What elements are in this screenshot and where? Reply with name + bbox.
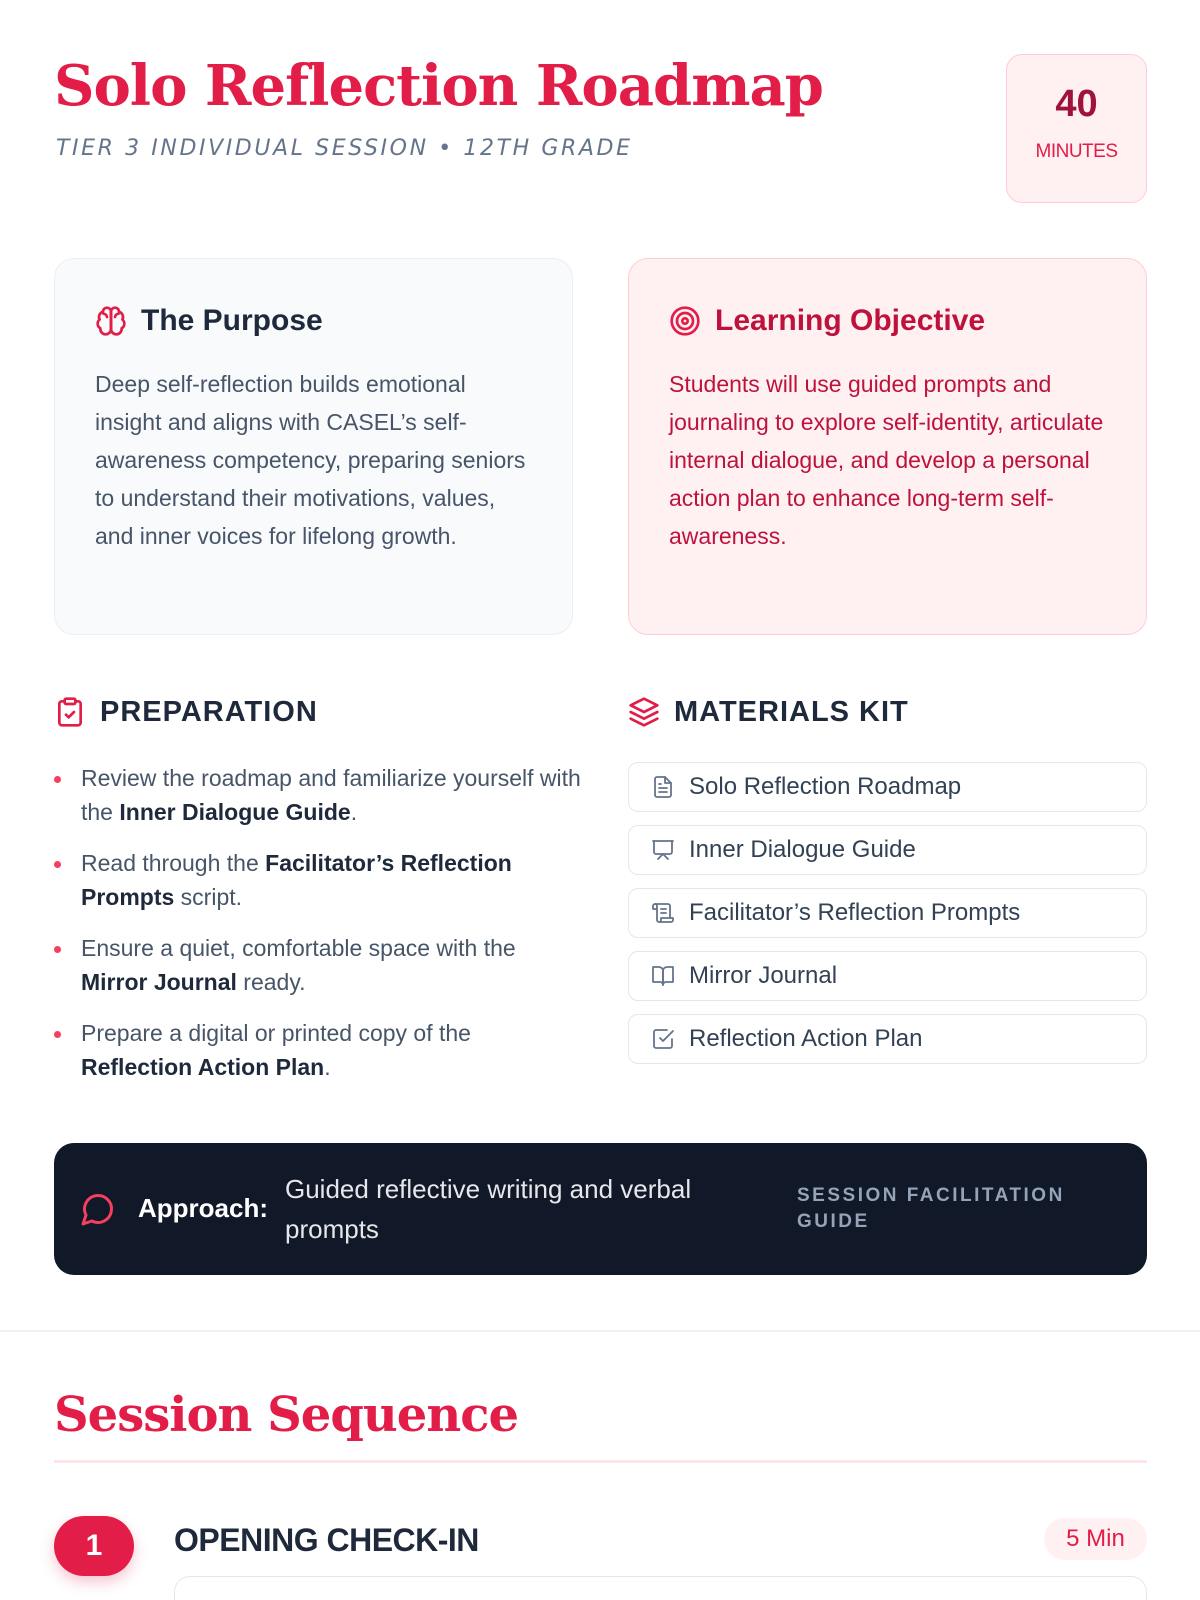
- item-text: Read through the: [81, 850, 266, 876]
- material-label: Reflection Action Plan: [689, 1025, 923, 1052]
- material-label: Inner Dialogue Guide: [689, 836, 916, 863]
- file-text-icon: [651, 775, 675, 799]
- purpose-card: [54, 258, 573, 635]
- purpose-text: Deep self-reflection builds emotional insight and aligns with CASEL’s self-awareness competency, preparing seniors to understand their motivations, values, and inner voices for lifelong growth.: [95, 371, 526, 549]
- objective-header: [669, 301, 1108, 341]
- purpose-header: [95, 301, 534, 341]
- item-text: Ensure a quiet, comfortable space with the: [81, 935, 516, 961]
- step-card: [174, 1576, 1147, 1600]
- list-item: [54, 846, 584, 914]
- page-subtitle: TIER 3 INDIVIDUAL SESSION • 12TH GRADE: [56, 136, 633, 161]
- objective-title: Learning Objective: [715, 304, 986, 337]
- item-emphasis: Facilitator’s Reflection Prompts: [81, 850, 512, 910]
- duration-value: 40: [1055, 83, 1098, 125]
- item-emphasis: Inner Dialogue Guide: [119, 799, 351, 825]
- materials-list: [628, 762, 1147, 1077]
- list-item: [54, 1016, 584, 1084]
- material-label: Solo Reflection Roadmap: [689, 773, 962, 800]
- item-text: Review the roadmap and familiarize yourself with the: [81, 765, 581, 825]
- bullet-dot: [54, 946, 61, 953]
- list-item: [54, 931, 584, 999]
- approach-label: Approach:: [138, 1193, 268, 1223]
- preparation-title: PREPARATION: [100, 695, 318, 728]
- material-item-prompts[interactable]: [628, 888, 1147, 938]
- step-title: OPENING CHECK-IN: [174, 1522, 479, 1558]
- layers-icon: [628, 696, 660, 728]
- objective-text: Students will use guided prompts and journaling to explore self-identity, articulate internal dialogue, and develop a personal action plan to enhance long-term self-awareness.: [669, 371, 1104, 549]
- material-item-journal[interactable]: [628, 951, 1147, 1001]
- scroll-icon: [651, 901, 675, 925]
- materials-title: MATERIALS KIT: [674, 695, 909, 728]
- item-text-end: script.: [174, 884, 243, 910]
- objective-card: [628, 258, 1147, 635]
- bullet-dot: [54, 776, 61, 783]
- material-label: Mirror Journal: [689, 962, 838, 989]
- bullet-dot: [54, 1031, 61, 1038]
- presentation-icon: [651, 838, 675, 862]
- sequence-rule: [54, 1460, 1147, 1463]
- item-text-end: ready.: [236, 969, 306, 995]
- sequence-title: Session Sequence: [54, 1387, 518, 1443]
- brain-icon: [95, 305, 127, 337]
- preparation-list: [54, 761, 584, 1101]
- item-text: Prepare a digital or printed copy of the: [81, 1020, 471, 1046]
- purpose-title: The Purpose: [141, 304, 323, 337]
- item-text-end: .: [350, 799, 358, 825]
- preparation-header: [54, 694, 318, 730]
- material-label: Facilitator’s Reflection Prompts: [689, 899, 1021, 926]
- item-text-end: .: [324, 1054, 331, 1080]
- book-open-icon: [651, 964, 675, 988]
- step-duration-badge: 5 Min: [1044, 1518, 1147, 1560]
- material-item-roadmap[interactable]: [628, 762, 1147, 812]
- bullet-dot: [54, 861, 61, 868]
- target-icon: [669, 305, 701, 337]
- check-square-icon: [651, 1027, 675, 1051]
- materials-header: [628, 694, 909, 730]
- material-item-action-plan[interactable]: [628, 1014, 1147, 1064]
- list-item: [54, 761, 584, 829]
- approach-bar: [54, 1143, 1147, 1275]
- approach-text: Guided reflective writing and verbal prompts: [285, 1174, 692, 1244]
- material-item-dialogue-guide[interactable]: [628, 825, 1147, 875]
- duration-badge: [1006, 54, 1147, 203]
- page-title: Solo Reflection Roadmap: [54, 53, 823, 119]
- section-divider: [0, 1330, 1200, 1332]
- item-emphasis: Reflection Action Plan: [81, 1054, 325, 1080]
- clipboard-check-icon: [54, 696, 86, 728]
- message-circle-icon: [80, 1191, 116, 1227]
- item-emphasis: Mirror Journal: [81, 969, 237, 995]
- approach-tag: SESSION FACILITATION GUIDE: [797, 1185, 1065, 1232]
- duration-unit: MINUTES: [1035, 141, 1118, 162]
- step-number: 1: [54, 1516, 134, 1576]
